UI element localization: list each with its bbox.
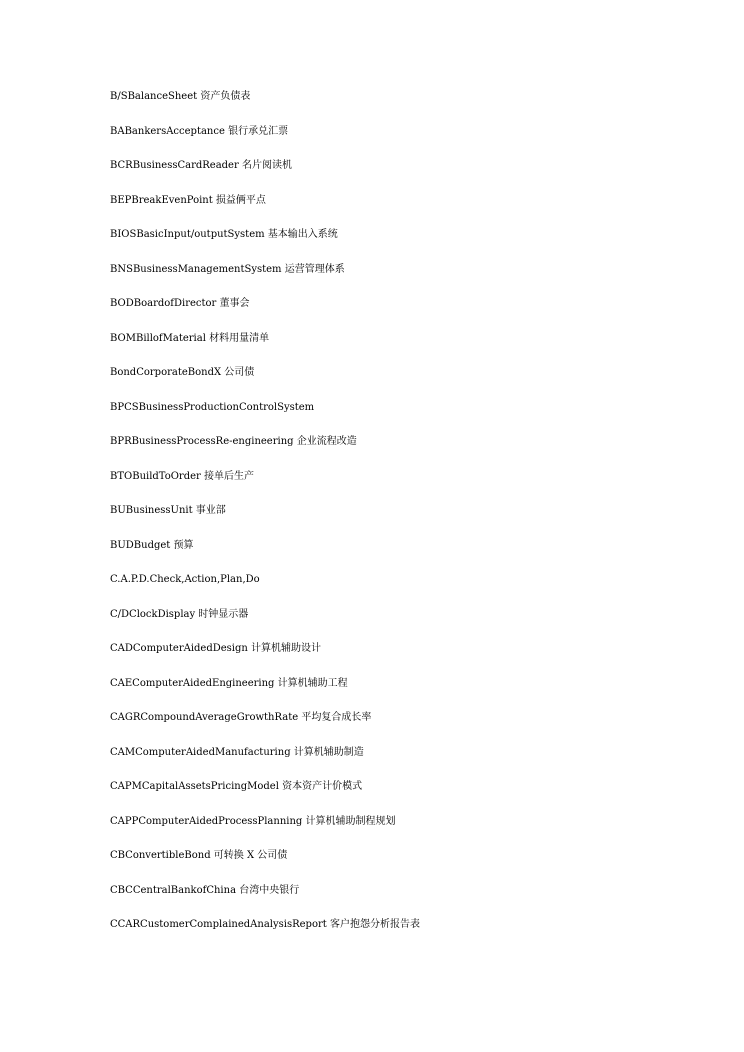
glossary-list xyxy=(110,88,710,951)
glossary-entry: CCARCustomerComplainedAnalysisReport 客户抱怨分析报告表 xyxy=(110,919,420,930)
glossary-entry: BPCSBusinessProductionControlSystem xyxy=(110,401,315,413)
glossary-entry: BPRBusinessProcessRe-engineering 企业流程改造 xyxy=(110,436,357,447)
glossary-entry: CBCCentralBankofChina 台湾中央银行 xyxy=(110,884,300,896)
glossary-entry: CAEComputerAidedEngineering 计算机辅助工程 xyxy=(110,677,348,689)
glossary-entry: BIOSBasicInput/outputSystem 基本输出入系统 xyxy=(110,229,338,240)
glossary-entry: CBConvertibleBond 可转换 X 公司债 xyxy=(110,850,288,861)
glossary-entry: BCRBusinessCardReader 名片阅读机 xyxy=(110,160,292,171)
glossary-entry: CAPPComputerAidedProcessPlanning 计算机辅助制程规划 xyxy=(110,815,396,827)
glossary-entry: C/DClockDisplay 时钟显示器 xyxy=(110,608,249,620)
glossary-entry: BABankersAcceptance 银行承兑汇票 xyxy=(110,125,289,137)
glossary-entry: CAMComputerAidedManufacturing 计算机辅助制造 xyxy=(110,746,364,758)
glossary-entry: CADComputerAidedDesign 计算机辅助设计 xyxy=(110,643,322,654)
glossary-entry: BTOBuildToOrder 接单后生产 xyxy=(110,470,254,482)
glossary-entry: BondCorporateBondX 公司债 xyxy=(110,367,255,378)
glossary-entry: BUDBudget 预算 xyxy=(110,539,194,551)
glossary-entry: BEPBreakEvenPoint 损益俩平点 xyxy=(110,194,266,206)
glossary-entry: BOMBillofMaterial 材料用量清单 xyxy=(110,332,270,344)
glossary-entry: BUBusinessUnit 事业部 xyxy=(110,505,226,516)
glossary-entry: C.A.P.D.Check,Action,Plan,Do xyxy=(110,574,260,585)
glossary-entry: BODBoardofDirector 董事会 xyxy=(110,298,250,309)
glossary-entry: B/SBalanceSheet 资产负债表 xyxy=(110,91,251,102)
glossary-entry: CAGRCompoundAverageGrowthRate 平均复合成长率 xyxy=(110,712,372,723)
glossary-entry: BNSBusinessManagementSystem 运营管理体系 xyxy=(110,263,345,275)
glossary-entry: CAPMCapitalAssetsPricingModel 资本资产计价模式 xyxy=(110,781,363,792)
